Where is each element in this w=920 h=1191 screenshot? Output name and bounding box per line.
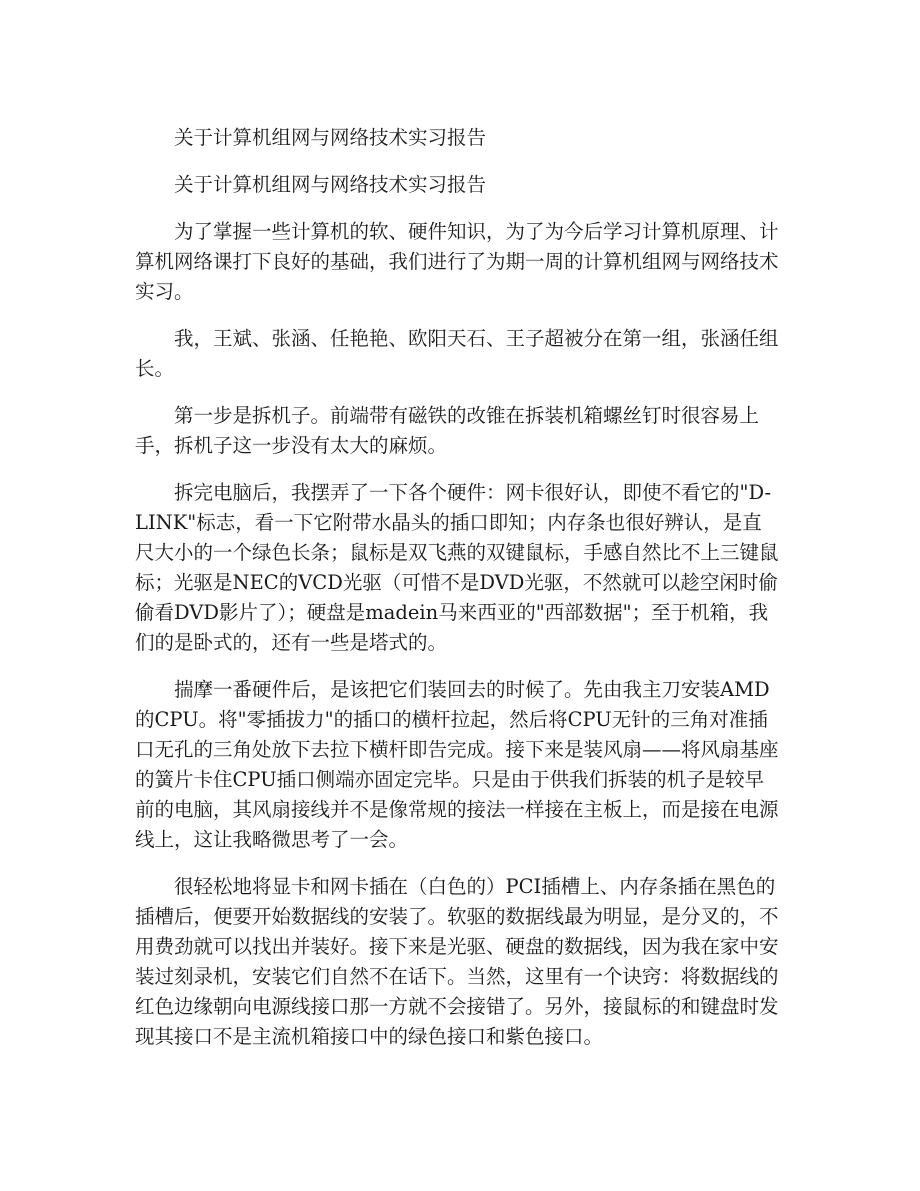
paragraph-cables: 很轻松地将显卡和网卡插在（白色的）PCI插槽上、内存条插在黑色的插槽后，便要开始数据线的安装了。软驱的数据线最为明显，是分叉的，不用费劲就可以找出并装好。接下来是光驱、硬盘的数据线，因为我在家中安装过刻录机，安装它们自然不在话下。当然，这里有一个诀窍：将数据线的红色边缘朝向电源线接口那一方就不会接错了。另外，接鼠标的和键盘时发现其接口不是主流机箱接口中的绿色接口和紫色接口。 (135, 875, 779, 1048)
paragraph-intro: 为了掌握一些计算机的软、硬件知识，为了为今后学习计算机原理、计算机网络课打下良好的基础，我们进行了为期一周的计算机组网与网络技术实习。 (135, 220, 779, 303)
paragraph-cpu-install: 揣摩一番硬件后，是该把它们装回去的时候了。先由我主刀安装AMD的CPU。将"零插拔力"的插口的横杆拉起，然后将CPU无针的三角对准插口无孔的三角处放下去拉下横杆即告完成。接下来是装风扇——将风扇基座的簧片卡住CPU插口侧端亦固定完毕。只是由于供我们拆装的机子是较早前的电脑，其风扇接线并不是像常规的接法一样接在主板上，而是接在电源线上，这让我略微思考了一会。 (135, 678, 779, 851)
document-subtitle: 关于计算机组网与网络技术实习报告 (174, 173, 487, 196)
paragraph-group: 我，王斌、张涵、任艳艳、欧阳天石、王子超被分在第一组，张涵任组长。 (135, 327, 779, 380)
paragraph-disassembly: 第一步是拆机子。前端带有磁铁的改锥在拆装机箱螺丝钉时很容易上手，拆机子这一步没有太大的麻烦。 (135, 404, 760, 457)
paragraph-hardware: 拆完电脑后，我摆弄了一下各个硬件：网卡很好认，即使不看它的"D- LINK"标志，看一下它附带水晶头的插口即知；内存条也很好辨认，是直尺大小的一个绿色长条；鼠标是双飞燕的双键鼠标，手感自然比不上三键鼠标；光驱是NEC的VCD光驱（可惜不是DVD光驱，不然就可以趁空闲时偷偷看DVD影片了）；硬盘是madein马来西亚的"西部数据"；至于机箱，我们的是卧式的，还有一些是塔式的。 (135, 481, 779, 654)
document-page (135, 123, 780, 1069)
document-title: 关于计算机组网与网络技术实习报告 (174, 126, 487, 149)
